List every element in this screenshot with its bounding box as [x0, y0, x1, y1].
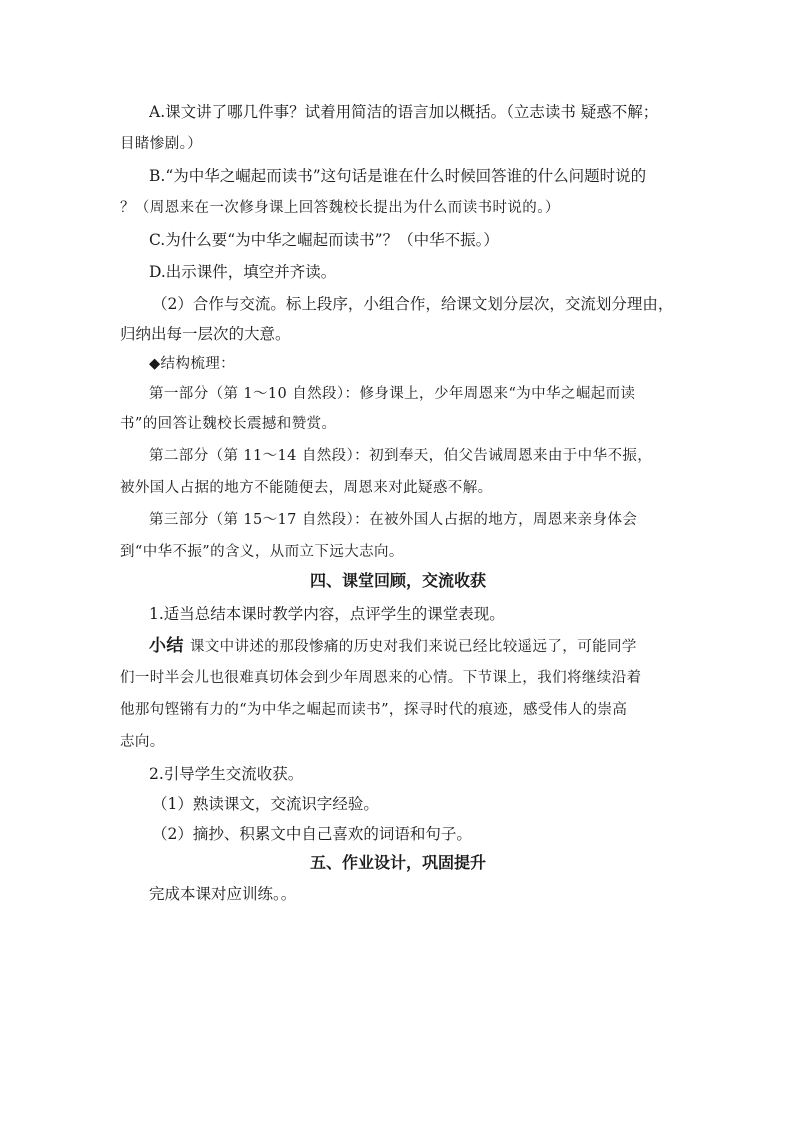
- summary-text: 课文中讲述的那段惨痛的历史对我们来说已经比较遥远了，可能同学: [189, 639, 637, 655]
- structure-title: ◆结构梳理：: [149, 356, 236, 372]
- section-5-text: 完成本课对应训练。。: [149, 885, 297, 903]
- section-4-item-2: 2.引导学生交流收获。: [149, 765, 304, 783]
- structure-part2-line-2: 被外国人占据的地方不能随便去，周恩来对此疑惑不解。: [120, 480, 493, 496]
- structure-part1-line-1: 第一部分（第 1～10 自然段）：修身课上，少年周恩来“为中华之崛起而读: [149, 386, 636, 402]
- question-c: C.为什么要“为中华之崛起而读书”？（中华不振。）: [149, 231, 499, 249]
- summary-line-1: [149, 636, 676, 657]
- question-a-line-2: 目睹惨剧。）: [120, 136, 203, 152]
- section-4-sub-2: （2）摘抄、积累文中自己喜欢的词语和句子。: [152, 825, 472, 843]
- question-b-line-1: B.“为中华之崛起而读书”这句话是谁在什么时候回答谁的什么问题时说的: [149, 167, 647, 185]
- summary-line-2: 们一时半会儿也很难真切体会到少年周恩来的心情。下节课上，我们将继续沿着: [120, 670, 642, 686]
- question-a-line-1: A.课文讲了哪几件事？试着用简洁的语言加以概括。（立志读书 疑惑不解；: [149, 103, 659, 121]
- cooperation-line-1: （2）合作与交流。标上段序，小组合作，给课文划分层次，交流划分理由，: [152, 295, 674, 313]
- section-5-heading: 五、作业设计，巩固提升: [309, 853, 486, 872]
- section-4-sub-1: （1）熟读课文，交流识字经验。: [152, 795, 379, 813]
- summary-label: 小结: [149, 636, 184, 656]
- section-4-item-1: 1.适当总结本课时教学内容，点评学生的课堂表现。: [149, 605, 505, 623]
- structure-part3-line-2: 到“中华不振”的含义，从而立下远大志向。: [120, 544, 404, 560]
- structure-part3-line-1: 第三部分（第 15～17 自然段）：在被外国人占据的地方，周恩来亲身体会: [149, 512, 638, 528]
- cooperation-line-2: 归纳出每一层次的大意。: [120, 325, 291, 343]
- structure-part1-line-2: 书”的回答让魏校长震撼和赞赏。: [120, 416, 337, 432]
- summary-line-3: 他那句铿锵有力的“为中华之崛起而读书”，探寻时代的痕迹，感受伟人的崇高: [120, 702, 628, 718]
- question-b-line-2: ？（周恩来在一次修身课上回答魏校长提出为什么而读书时说的。）: [120, 200, 560, 216]
- question-d: D.出示课件，填空并齐读。: [149, 263, 337, 281]
- structure-part2-line-1: 第二部分（第 11～14 自然段）：初到奉天，伯父告诫周恩来由于中华不振，: [149, 448, 653, 464]
- summary-line-4: 志向。: [120, 734, 165, 750]
- section-4-heading: 四、课堂回顾，交流收获: [309, 571, 486, 590]
